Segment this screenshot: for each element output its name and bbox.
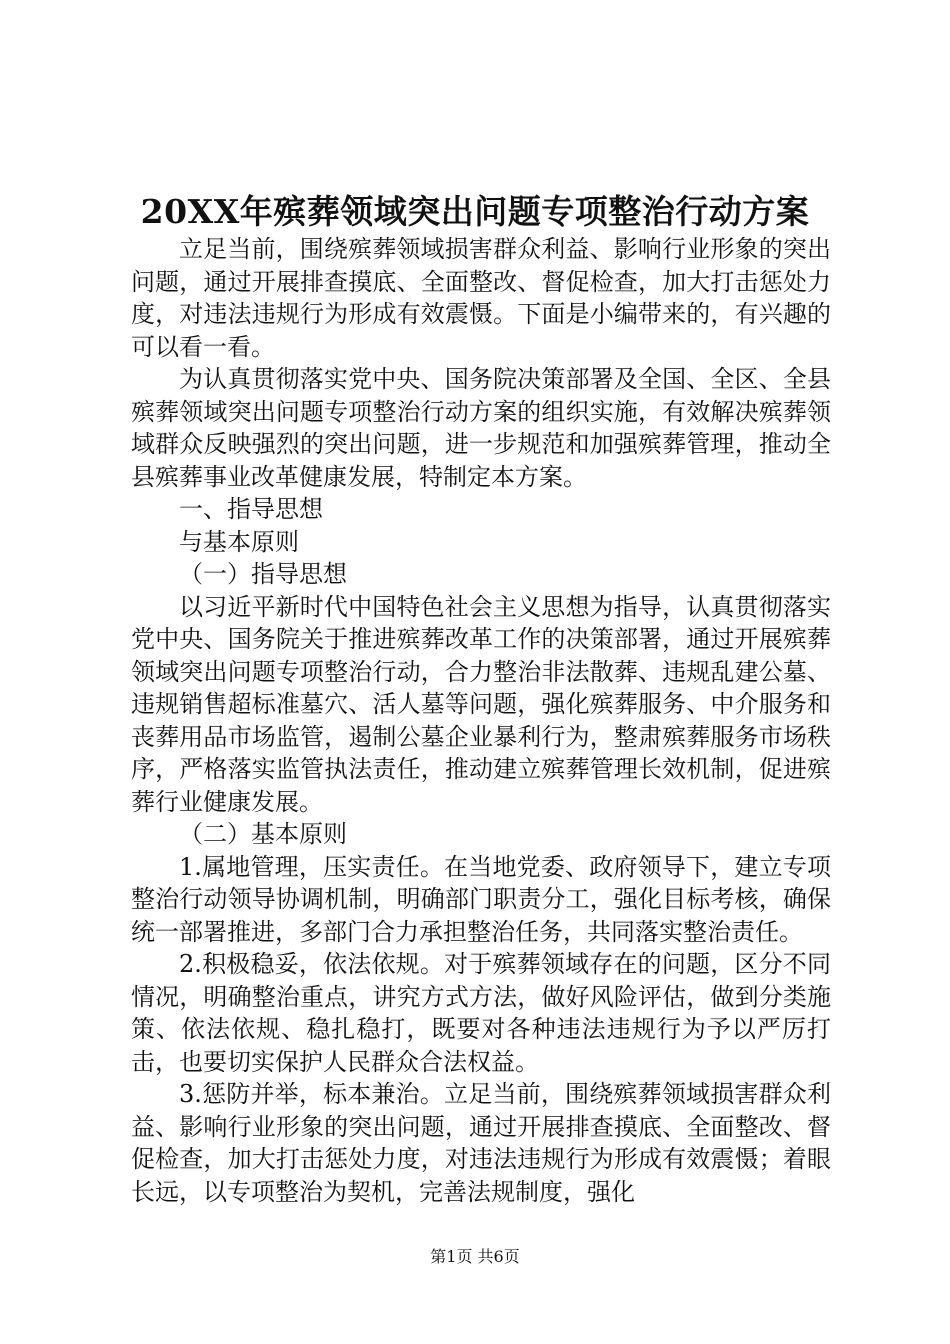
paragraph-intro: 立足当前，围绕殡葬领域损害群众利益、影响行业形象的突出问题，通过开展排查摸底、全面整改、督促检查，加大打击惩处力度，对违法违规行为形成有效震慑。下面是小编带来的，有兴趣的可以看一看。 [131, 235, 831, 361]
page-footer: 第1页 共6页 [430, 1247, 520, 1266]
principle-item-2: 2.积极稳妥，依法依规。对于殡葬领域存在的问题，区分不同情况，明确整治重点，讲究方式方法，做好风险评估，做到分类施策、依法依规、稳扎稳打，既要对各种违法违规行为予以严厉打击，也要切实保护人民群众合法权益。 [131, 950, 831, 1076]
subsection-heading-2: （二）基本原则 [179, 820, 347, 848]
section-heading-1-cont: 与基本原则 [179, 527, 299, 556]
paragraph-guiding-thought: 以习近平新时代中国特色社会主义思想为指导，认真贯彻落实党中央、国务院关于推进殡葬改革工作的决策部署，通过开展殡葬领域突出问题专项整治行动，合力整治非法散葬、违规乱建公墓、违规销售超标准墓穴、活人墓等问题，强化殡葬服务、中介服务和丧葬用品市场监管，遏制公墓企业暴利行为，整肃殡葬服务市场秩序，严格落实监管执法责任，推动建立殡葬管理长效机制，促进殡葬行业健康发展。 [131, 592, 831, 816]
paragraph-purpose: 为认真贯彻落实党中央、国务院决策部署及全国、全区、全县殡葬领域突出问题专项整治行动方案的组织实施，有效解决殡葬领域群众反映强烈的突出问题，进一步规范和加强殡葬管理，推动全县殡葬事业改革健康发展，特制定本方案。 [131, 365, 831, 491]
subsection-heading-1: （一）指导思想 [179, 560, 347, 588]
section-heading-1: 一、指导思想 [179, 495, 323, 523]
principle-item-1: 1.属地管理，压实责任。在当地党委、政府领导下，建立专项整治行动领导协调机制，明确部门职责分工，强化目标考核，确保统一部署推进，多部门合力承担整治任务，共同落实整治责任。 [131, 852, 831, 946]
principle-item-3: 3.惩防并举，标本兼治。立足当前，围绕殡葬领域损害群众利益、影响行业形象的突出问题，通过开展排查摸底、全面整改、督促检查，加大打击惩处力度，对违法违规行为形成有效震慑；着眼长远，以专项整治为契机，完善法规制度，强化 [131, 1080, 831, 1206]
document-title: 20XX年殡葬领域突出问题专项整治行动方案 [140, 192, 810, 231]
document-body [131, 233, 831, 1208]
